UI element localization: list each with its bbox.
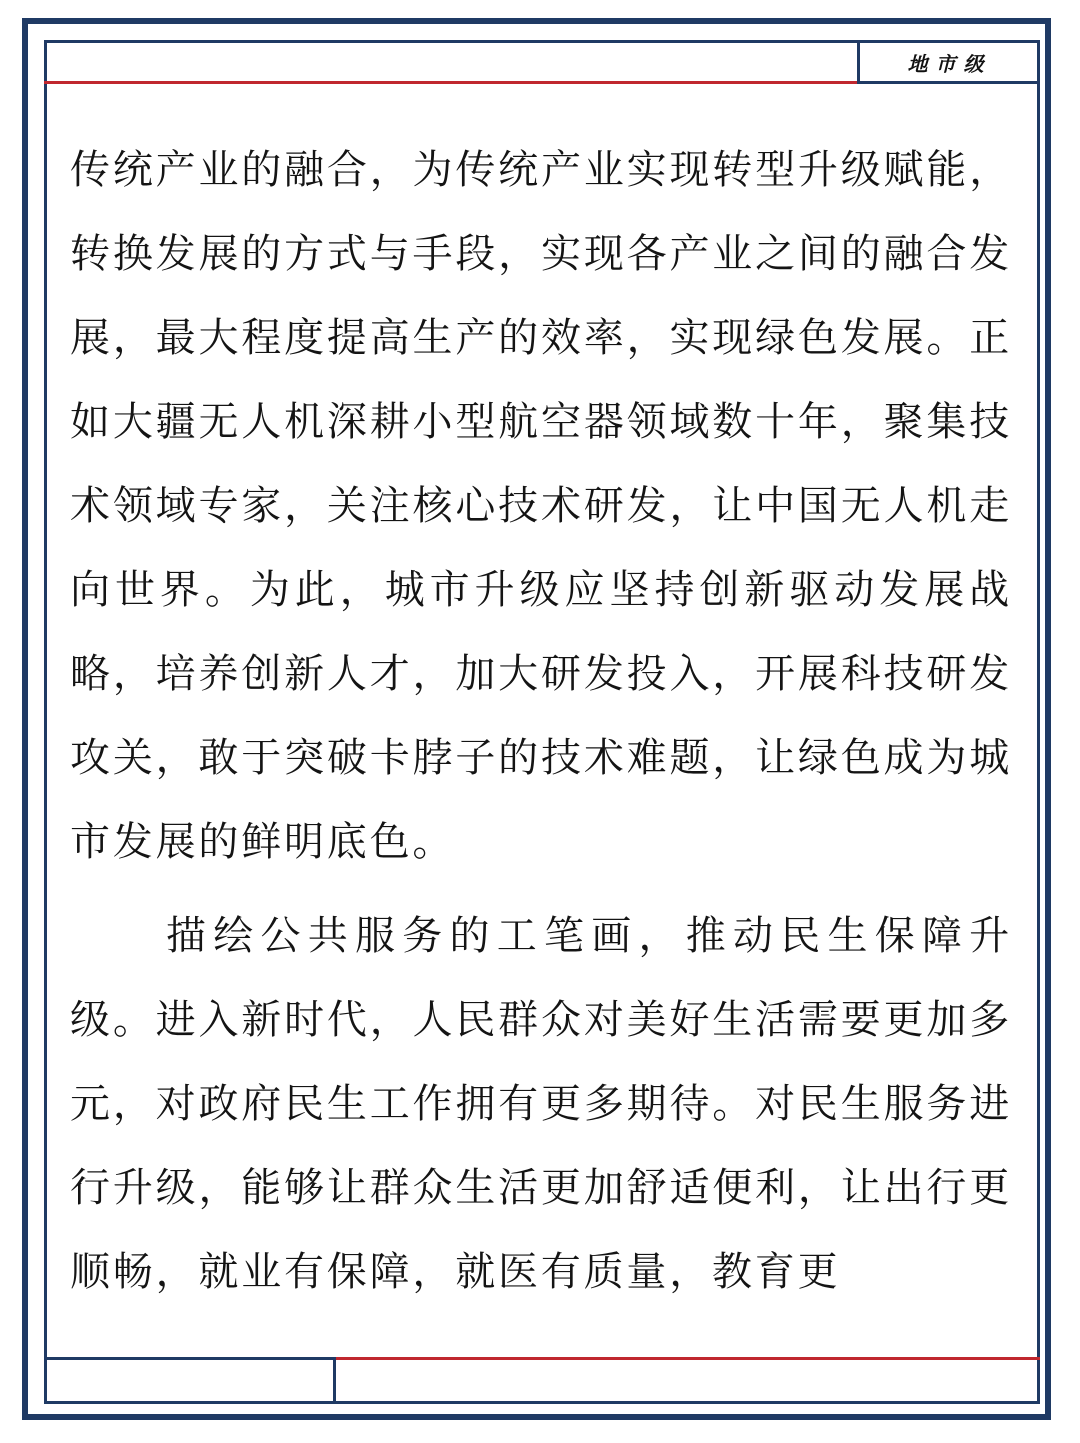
article-body [70,128,1012,1314]
footer-divider [333,1357,336,1404]
header-tag-divider [857,40,860,84]
footer-red-rule [335,1357,1040,1360]
footer-navy-rule [44,1357,335,1360]
article-paragraph: 描绘公共服务的工笔画，推动民生保障升级。进入新时代，人民群众对美好生活需要更加多元，对政府民生工作拥有更多期待。对民生服务进行升级，能够让群众生活更加舒适便利，让出行更顺畅，就业有保障，就医有质量，教育更 [70,913,1012,1295]
header-navy-rule [859,81,1040,84]
category-tag: 地市级 [907,51,992,76]
header-red-rule [44,81,859,84]
article-paragraph: 传统产业的融合，为传统产业实现转型升级赋能，转换发展的方式与手段，实现各产业之间的融合发展，最大程度提高生产的效率，实现绿色发展。正如大疆无人机深耕小型航空器领域数十年，聚集技术领域专家，关注核心技术研发，让中国无人机走向世界。为此，城市升级应坚持创新驱动发展战略，培养创新人才，加大研发投入，开展科技研发攻关，敢于突破卡脖子的技术难题，让绿色成为城市发展的鲜明底色。 [70,147,1012,865]
